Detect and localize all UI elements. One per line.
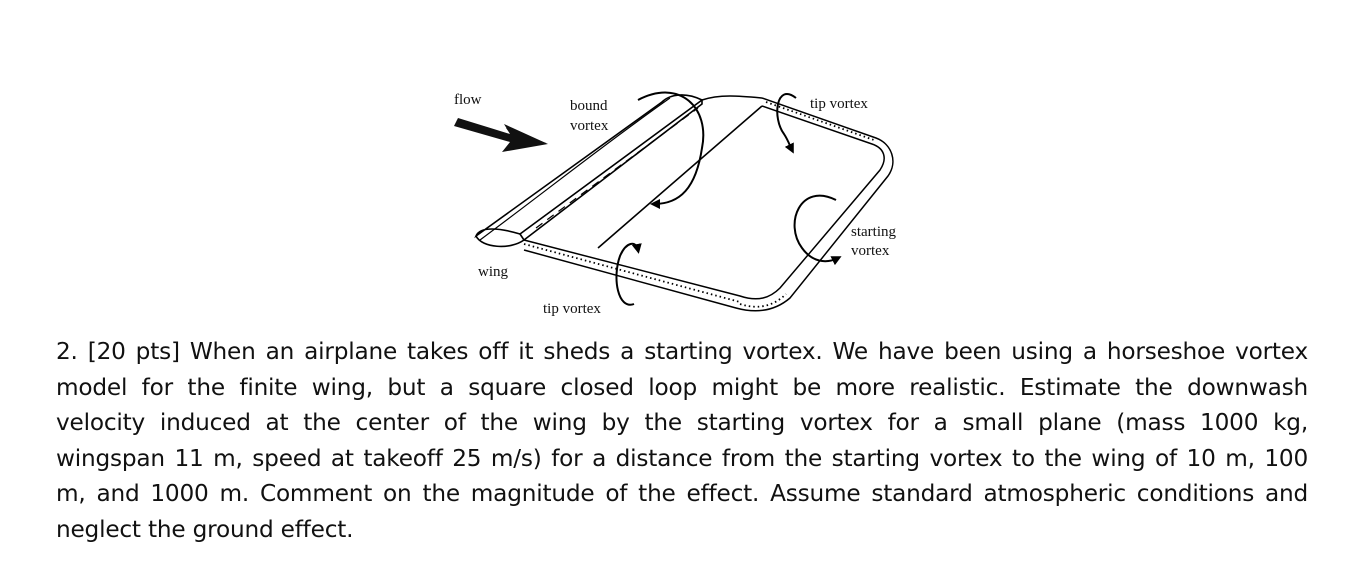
starting-vortex-label-2: vortex [851,243,890,259]
wing-shape [476,95,762,248]
bound-vortex-label-1: bound [570,98,608,114]
tip-vortex-top-arrow-icon [777,94,796,150]
tip-vortex-top-label: tip vortex [810,96,868,112]
tip-vortex-bottom-arrow-icon [616,244,638,305]
problem-line: wingspan 11 m, speed at takeoff 25 m/s) for a distance from the starting vortex to the wing of 10 m, 100 [56,444,1308,472]
bound-vortex-arrow-icon [638,93,703,204]
vortex-loop-diagram [440,78,920,318]
flow-arrow-icon [454,118,548,152]
starting-vortex-label-1: starting [851,224,896,240]
problem-line: 2. [20 pts] When an airplane takes off it sheds a starting vortex. We have been using a horseshoe vortex [56,338,1308,365]
bound-vortex-label-2: vortex [570,118,609,134]
problem-line: velocity induced at the center of the wing by the starting vortex for a small plane (mass 1000 kg, [56,409,1308,436]
starting-vortex-arrow-icon [795,196,838,262]
tip-vortex-bottom-label: tip vortex [543,301,601,317]
problem-line: model for the finite wing, but a square closed loop might be more realistic. Estimate the downwash [56,373,1308,401]
problem-statement [56,334,1308,547]
problem-line: m, and 1000 m. Comment on the magnitude of the effect. Assume standard atmospheric conditions and [56,480,1308,507]
flow-label: flow [454,92,482,108]
wing-label: wing [478,264,508,280]
problem-line: neglect the ground effect. [56,515,354,543]
